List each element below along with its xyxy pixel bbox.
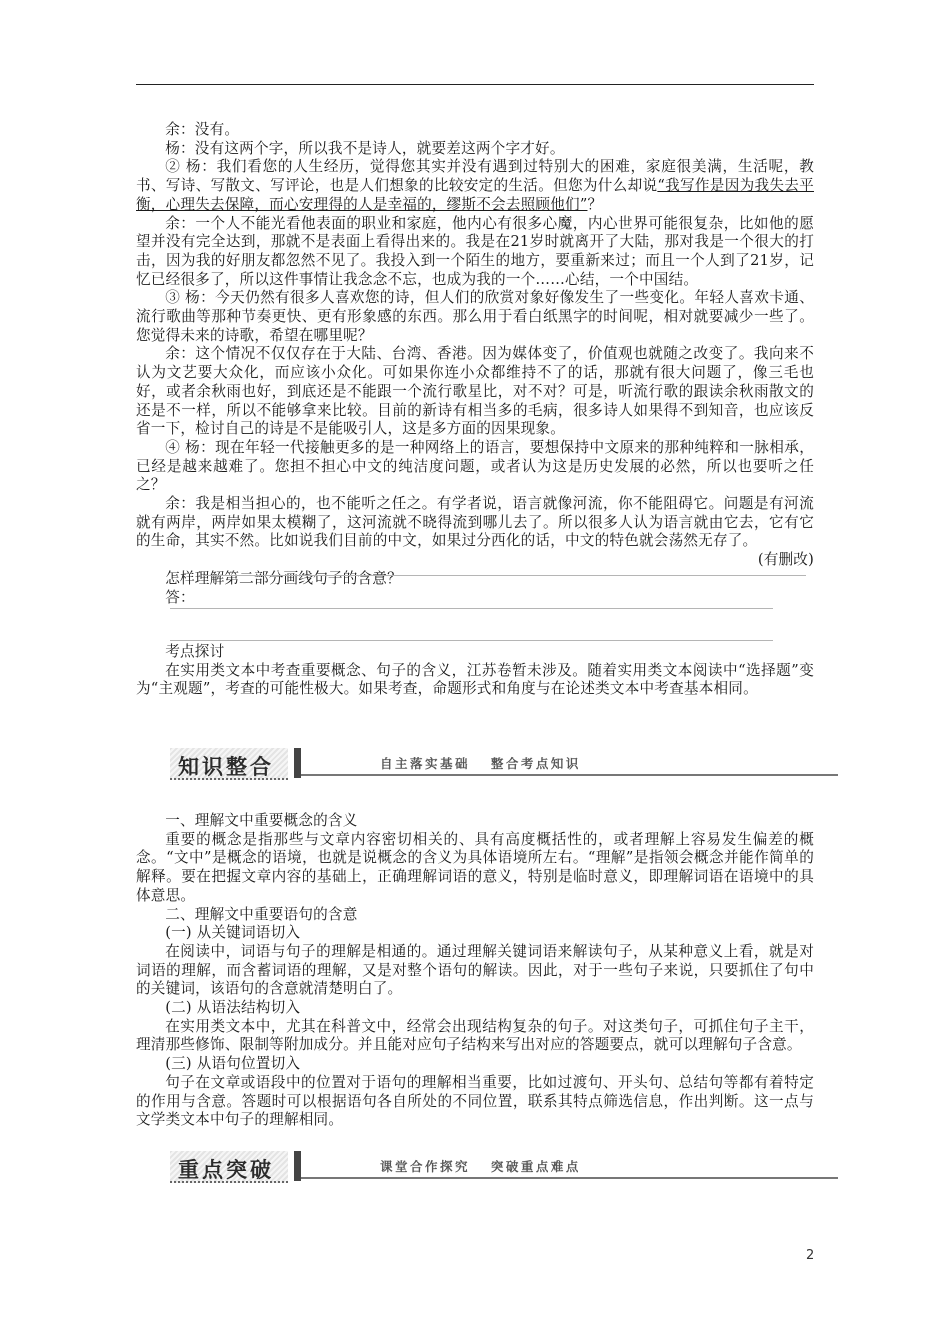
question-2 [136,158,814,214]
knowledge-paragraph: 在实用类文本中，尤其在科普文中，经常会出现结构复杂的句子。对这类句子，可抓住句子主干，理清那些修饰、限制等附加成分。并且能对应句子结构来写出对应的答题要点，就可以理解句子含意。 [136,1017,814,1054]
interview-section [136,121,814,607]
question-3: ③ 杨：今天仍然有很多人喜欢您的诗，但人们的欣赏对象好像发生了一些变化。年轻人喜欢卡通、流行歌曲等那种节奏更快、更有形象感的东西。那么用于看白纸黑字的时间呢，相对就要减少一些了。您觉得未来的诗歌，希望在哪里呢？ [136,289,814,344]
banner-subtitle: 课堂合作探究 突破重点难点 [380,1159,581,1174]
banner-title: 知识整合 [178,755,274,779]
knowledge-subheading: (一) 从关键词语切入 [165,924,301,942]
knowledge-section [136,812,814,1130]
answer-2: 余：一个人不能光看他表面的职业和家庭，他内心有很多心魔，内心世界可能很复杂，比如他的愿望并没有完全达到，那就不是表面上看得出来的。我是在21岁时就离开了大陆，那对我是一个很大的打击，因为我的好朋友都忽然不见了。我投入到一个陌生的地方，要重新来过；而且一个人到了21岁，记忆已经很多了，所以这件事情让我念念不忘，也成为我的一个……心结，一个中国结。 [136,214,814,288]
banner-subtitle: 自主落实基础 整合考点知识 [380,756,581,771]
knowledge-paragraph: 句子在文章或语段中的位置对于语句的理解相当重要，比如过渡句、开头句、总结句等都有着特定的作用与含意。答题时可以根据语句各自所处的不同位置，联系其特点筛选信息，作出判断。这一点与文学类文本中句子的理解相同。 [136,1073,814,1129]
banner-title: 重点突破 [178,1158,274,1182]
underlined-sentence: “我写作是因为我失去平衡，心理失去保障，而心安理得的人是幸福的，缪斯不会去照顾他们” [136,177,814,213]
banner-bar [294,1151,301,1181]
knowledge-subheading: (二) 从语法结构切入 [165,999,301,1017]
answer-line[interactable] [203,575,806,576]
banner-bar [294,748,301,778]
banner-rule [301,1177,838,1179]
question-2-intro: ② 杨：我们看您的人生经历，觉得您其实并没有遇到过特别大的困难，家庭很美满，生活呢，教书、写诗、写散文、写评论，也是人们想象的比较安定的生活。但您为什么却说 [136,158,814,195]
knowledge-heading-1: 一、理解文中重要概念的含义 [165,812,358,829]
knowledge-subheading: (三) 从语句位置切入 [165,1055,301,1073]
header-rule [136,84,814,85]
exam-point-body: 在实用类文本中考查重要概念、句子的含义，江苏卷暂未涉及。随着实用类文本阅读中“选择题”变为“主观题”，考查的可能性极大。如果考查，命题形式和角度与在论述类文本中考查基本相同。 [136,661,814,698]
knowledge-paragraph: 在阅读中，词语与句子的理解是相通的。通过理解关键词语来解读句子，从某种意义上看，就是对词语的理解，而含蓄词语的理解，又是对整个语句的解读。因此，对于一些句子来说，只要抓住了句中的关键词，该语句的含意就清楚明白了。 [136,942,814,998]
exercise-question: 怎样理解第二部分画线句子的含意？ [165,569,402,587]
page-number: 2 [806,1248,815,1263]
answer-4 [136,495,814,569]
knowledge-heading-2: 二、理解文中重要语句的含意 [165,905,358,923]
source-note: (有删改) [757,551,814,569]
answer-label: 答： [165,588,195,606]
exam-point-heading: 考点探讨 [165,643,225,660]
answer-line[interactable] [170,640,773,641]
banner-rule [301,774,838,776]
answer-3: 余：这个情况不仅仅存在于大陆、台湾、香港。因为媒体变了，价值观也就随之改变了。我向来不认为文艺要大众化，而应该小众化。可如果你连小众都维持不了的话，那就有很大问题了，像三毛也好，或者余秋雨也好，到底还是不能跟一个流行歌星比，对不对？可是，听流行歌的跟读余秋雨散文的还是不一样，所以不能够拿来比较。目前的新诗有相当多的毛病，很多诗人如果得不到知音，也应该反省一下，检讨自己的诗是不是能吸引人，这是多方面的因果现象。 [136,345,814,438]
paragraph: 杨：没有这两个字，所以我不是诗人，就要差这两个字才好。 [165,139,565,157]
answer-4-text: 余：我是相当担心的，也不能听之任之。有学者说，语言就像河流，你不能阻碍它。问题是有河流就有两岸，两岸如果太模糊了，这河流就不晓得流到哪儿去了。所以很多人认为语言就由它去，它有它的生命，其实不然。比如说我们目前的中文，如果过分西化的话，中文的特色就会荡然无存了。 [136,495,814,550]
section-banner-key-points [170,1151,838,1185]
exam-point-section [136,643,814,699]
question-2-end: ？ [587,195,603,213]
answer-line[interactable] [170,608,773,609]
section-banner-knowledge [170,748,838,782]
knowledge-paragraph: 重要的概念是指那些与文章内容密切相关的、具有高度概括性的，或者理解上容易发生偏差的概念。“文中”是概念的语境，也就是说概念的含义为具体语境所左右。“理解”是指领会概念并能作简单的解释。要在把握文章内容的基础上，正确理解词语的意义，特别是临时意义，即理解词语在语境中的具体意思。 [136,830,814,904]
question-4: ④ 杨：现在年轻一代接触更多的是一种网络上的语言，要想保持中文原来的那种纯粹和一脉相承，已经是越来越难了。您担不担心中文的纯洁度问题，或者认为这是历史发展的必然，所以也要听之任之？ [136,438,814,494]
paragraph: 余：没有。 [165,121,240,138]
